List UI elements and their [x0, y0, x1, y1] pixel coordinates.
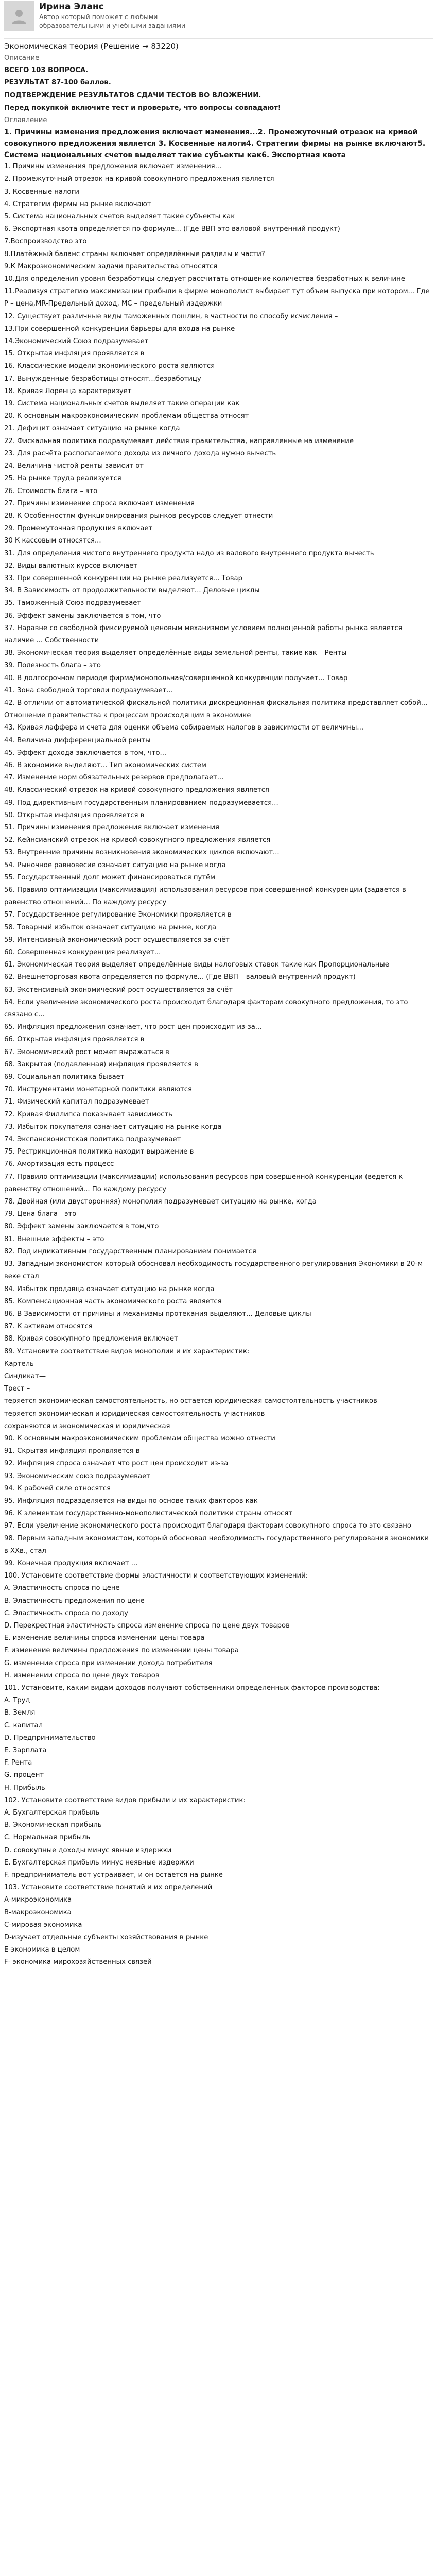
- list-item: E. изменение величины спроса изменении цены товара: [4, 1634, 205, 1642]
- list-item: Трест –: [4, 1385, 30, 1393]
- list-item: 64. Если увеличение экономического роста происходит благодаря факторам совокупного предложения, то это связано с...: [4, 998, 408, 1019]
- list-item: 34. В Зависимость от продолжительности выделяют... Деловые циклы: [4, 587, 260, 595]
- list-item: 51. Причины изменения предложения включает изменения: [4, 823, 219, 832]
- list-item: 40. В долгосрочном периоде фирма/монопольная/совершенной конкуренции получает... Товар: [4, 674, 348, 682]
- list-item: 49. Под директивным государственным планированием подразумевается...: [4, 799, 278, 807]
- list-item: 89. Установите соответствие видов монополии и их характеристик:: [4, 1347, 250, 1355]
- list-item: В-макроэкономика: [4, 1908, 72, 1917]
- list-item: E. Зарплата: [4, 1747, 47, 1755]
- list-item: C. Нормальная прибыль: [4, 1834, 91, 1842]
- list-item: 17. Вынужденные безработицы относят...безработицу: [4, 375, 201, 383]
- user-icon: [10, 7, 28, 25]
- list-item: A. Труд: [4, 1697, 30, 1705]
- total-questions: ВСЕГО 103 ВОПРОСА.: [4, 66, 89, 75]
- list-item: 94. К рабочей силе относятся: [4, 1484, 111, 1493]
- list-item: 19. Система национальных счетов выделяет такие операции как: [4, 400, 240, 408]
- list-item: 75. Рестрикционная политика находит выражение в: [4, 1148, 194, 1156]
- list-item: 10.Для определения уровня безработицы следует рассчитать отношение количества безработных к величине: [4, 275, 405, 283]
- list-item: 39. Полезность блага – это: [4, 662, 101, 670]
- list-item: H. Прибыль: [4, 1784, 45, 1792]
- list-item: 90. К основным макроэкономическим проблемам общества можно отнести: [4, 1434, 275, 1443]
- list-item: Картель—: [4, 1360, 41, 1368]
- list-item: B. Земля: [4, 1709, 36, 1717]
- list-item: 103. Установите соответствие понятий и их определений: [4, 1884, 213, 1892]
- list-item: 59. Интенсивный экономический рост осуществляется за счёт: [4, 936, 230, 944]
- list-item: 101. Установите, каким видам доходов получают собственники определенных факторов производства:: [4, 1684, 380, 1692]
- result-score: РЕЗУЛЬТАТ 87-100 баллов.: [4, 79, 111, 87]
- list-item: 79. Цена блага—это: [4, 1210, 77, 1218]
- list-item: С-мировая экономика: [4, 1921, 82, 1929]
- list-item: 62. Внешнеторговая квота определяется по формуле... (Где ВВП – валовый внутренний продукт): [4, 973, 356, 981]
- list-item: D. Предпринимательство: [4, 1734, 96, 1742]
- list-item: 6. Экспортная квота определяется по формуле... (Где ВВП это валовой внутренний продукт): [4, 225, 340, 233]
- list-item: 96. К элементам государственно-монополистической политики страны относят: [4, 1510, 293, 1518]
- list-item: 56. Правило оптимизации (максимизация) использования ресурсов при совершенной конкуренции (задается в равенство отношений... По каждому ресурсу: [4, 886, 406, 907]
- list-item: 4. Стратегии фирмы на рынке включают: [4, 200, 151, 208]
- list-item: 45. Эффект дохода заключается в том, что...: [4, 749, 167, 757]
- list-item: 11.Реализуя стратегию максимизации прибыли в фирме монополист выбирает тут объем выпуска при котором... Где P – цена,MR-Предельный доход, MC – предельный издержки: [4, 287, 430, 308]
- list-item: D. совокупные доходы минус явные издержки: [4, 1846, 172, 1854]
- list-item: 80. Эффект замены заключается в том,что: [4, 1223, 159, 1231]
- list-item: 22. Фискальная политика подразумевает действия правительства, направленные на изменение: [4, 437, 354, 445]
- question-list: [4, 161, 433, 1969]
- list-item: А. Эластичность спроса по цене: [4, 1584, 120, 1592]
- list-item: 33. При совершенной конкуренции на рынке реализуется... Товар: [4, 574, 242, 582]
- list-item: F. изменение величины предложения по изменении цены товара: [4, 1647, 239, 1655]
- list-item: 26. Стоимость блага – это: [4, 487, 98, 495]
- list-item: B. Экономическая прибыль: [4, 1821, 102, 1829]
- list-item: 15. Открытая инфляция проявляется в: [4, 350, 145, 358]
- confirmation-note: ПОДТВЕРЖДЕНИЕ РЕЗУЛЬТАТОВ СДАЧИ ТЕСТОВ ВО ВЛОЖЕНИИ.: [4, 91, 261, 99]
- list-item: D-изучает отдельные субъекты хозяйствования в рынке: [4, 1934, 208, 1942]
- description-label: Описание: [4, 54, 40, 62]
- contents-label: Оглавление: [4, 116, 47, 125]
- list-item: 54. Рыночное равновесие означает ситуацию на рынке когда: [4, 861, 226, 869]
- list-item: 38. Экономическая теория выделяет определённые виды земельной ренты, такие как – Ренты: [4, 649, 347, 657]
- list-item: 95. Инфляция подразделяется на виды по основе таких факторов как: [4, 1497, 258, 1505]
- list-item: 32. Виды валютных курсов включает: [4, 562, 137, 570]
- author-header: [4, 1, 433, 36]
- list-item: 61. Экономическая теория выделяет определённые виды налоговых ставок такие как Пропорциональные: [4, 961, 389, 969]
- list-item: G. процент: [4, 1771, 44, 1780]
- list-item: А-микроэкономика: [4, 1896, 72, 1904]
- list-item: 99. Конечная продукция включает ...: [4, 1559, 138, 1567]
- list-item: F. предприниматель вот устраивает, и он остается на рынке: [4, 1871, 223, 1879]
- list-item: 97. Если увеличение экономического роста происходит благодаря факторам совокупного спроса то это связано: [4, 1522, 411, 1530]
- list-item: D. Перекрестная эластичность спроса изменение спроса по цене двух товаров: [4, 1621, 290, 1630]
- list-item: 87. К активам относятся: [4, 1323, 93, 1331]
- list-item: 100. Установите соответствие формы эластичности и соответствующих изменений:: [4, 1572, 308, 1580]
- list-item: 29. Промежуточная продукция включает: [4, 524, 153, 533]
- list-item: 65. Инфляция предложения означает, что рост цен происходит из-за...: [4, 1023, 262, 1031]
- list-item: 85. Компенсационная часть экономического роста является: [4, 1297, 222, 1306]
- list-item: 50. Открытая инфляция проявляется в: [4, 811, 145, 819]
- list-item: Синдикат—: [4, 1372, 46, 1380]
- list-item: 16. Классические модели экономического роста являются: [4, 362, 215, 370]
- avatar[interactable]: [4, 1, 34, 31]
- list-item: 12. Существует различные виды таможенных пошлин, в частности по способу исчисления –: [4, 312, 338, 320]
- list-item: 98. Первым западным экономистом, который обосновал необходимость государственного регулирования экономики в XXв., стал: [4, 1534, 429, 1555]
- list-item: 77. Правило оптимизации (максимизации) использования ресурсов при совершенной конкуренции (ведется к равенству отношений... По каждому ресурсу: [4, 1173, 403, 1193]
- list-item: 67. Экономический рост может выражаться в: [4, 1048, 169, 1056]
- list-item: 92. Инфляция спроса означает что рост цен происходит из-за: [4, 1460, 229, 1468]
- list-item: E. Бухгалтерская прибыль минус неявные издержки: [4, 1858, 194, 1867]
- list-item: 18. Кривая Лоренца характеризует: [4, 387, 132, 395]
- list-item: 78. Двойная (или двусторонняя) монополия подразумевает ситуацию на рынке, когда: [4, 1198, 317, 1206]
- list-item: 76. Амортизация есть процесс: [4, 1160, 114, 1168]
- author-name[interactable]: Ирина Эланс: [39, 2, 104, 12]
- list-item: 21. Дефицит означает ситуацию на рынке когда: [4, 425, 180, 433]
- list-item: 1. Причины изменения предложения включает изменения...: [4, 163, 222, 171]
- list-item: E-экономика в целом: [4, 1946, 80, 1954]
- list-item: 42. В отличии от автоматической фискальной политики дискреционная фискальная политика представляет собой... Отношение правительства к процессам происходящим в экономике: [4, 699, 428, 720]
- contents-heading: 1. Причины изменения предложения включает изменения...2. Промежуточный отрезок на кривой совокупного предложения является 3. Косвенные налоги4. Стратегии фирмы на рынке включают5. Система национальных счетов выделяет такие субъекты как6. Экспортная квота: [4, 128, 426, 160]
- list-item: 86. В Зависимости от причины и механизмы протекания выделяют... Деловые циклы: [4, 1310, 311, 1318]
- list-item: 102. Установите соответствие видов прибыли и их характеристик:: [4, 1796, 246, 1804]
- list-item: 72. Кривая Филлипса показывает зависимость: [4, 1110, 172, 1118]
- author-bio: Автор который поможет с любыми образовательными и учебными заданиями: [39, 13, 185, 29]
- list-item: 84. Избыток продавца означает ситуацию на рынке когда: [4, 1285, 215, 1293]
- list-item: 36. Эффект замены заключается в том, что: [4, 612, 161, 620]
- author-info: [39, 1, 209, 30]
- list-item: 68. Закрытая (подавленная) инфляция проявляется в: [4, 1060, 198, 1069]
- page-title: Экономическая теория (Решение → 83220): [4, 42, 179, 51]
- list-item: 35. Таможенный Союз подразумевает: [4, 599, 142, 607]
- list-item: C. капитал: [4, 1721, 43, 1730]
- list-item: 44. Величина дифференциальной ренты: [4, 736, 151, 744]
- list-item: теряется экономическая самостоятельность, но остается юридическая самостоятельность участников: [4, 1397, 377, 1405]
- list-item: 71. Физический капитал подразумевает: [4, 1098, 149, 1106]
- list-item: 63. Экстенсивный экономический рост осуществляется за счёт: [4, 986, 233, 994]
- list-item: F- экономика мирохозяйственных связей: [4, 1958, 152, 1967]
- list-item: 69. Социальная политика бывает: [4, 1073, 125, 1081]
- list-item: 70. Инструментами монетарной политики являются: [4, 1086, 192, 1094]
- list-item: 88. Кривая совокупного предложения включает: [4, 1335, 178, 1343]
- list-item: F. Рента: [4, 1759, 32, 1767]
- list-item: 93. Экономическим союз подразумевает: [4, 1472, 150, 1480]
- list-item: A. Бухгалтерская прибыль: [4, 1809, 100, 1817]
- list-item: 5. Система национальных счетов выделяет такие субъекты как: [4, 213, 235, 221]
- instruction-note: Перед покупкой включите тест и проверьте, что вопросы совпадают!: [4, 104, 281, 112]
- list-item: G. изменение спроса при изменении дохода потребителя: [4, 1659, 213, 1667]
- list-item: 25. На рынке труда реализуется: [4, 474, 121, 483]
- list-item: 7.Воспроизводство это: [4, 238, 87, 246]
- list-item: 24. Величина чистой ренты зависит от: [4, 462, 144, 470]
- list-item: 57. Государственное регулирование Экономики проявляется в: [4, 911, 232, 919]
- list-item: 28. К Особенностям функционирования рынков ресурсов следует отнести: [4, 512, 273, 520]
- list-item: 53. Внутренние причины возникновения экономических циклов включают...: [4, 849, 280, 857]
- list-item: C. Эластичность спроса по доходу: [4, 1609, 128, 1617]
- list-item: 81. Внешние эффекты – это: [4, 1235, 104, 1243]
- list-item: 8.Платёжный баланс страны включает определённые разделы и части?: [4, 250, 265, 258]
- list-item: 60. Совершенная конкуренция реализует...: [4, 948, 161, 957]
- list-item: 74. Экспансионистская политика подразумевает: [4, 1136, 181, 1144]
- list-item: B. Эластичность предложения по цене: [4, 1597, 145, 1605]
- list-item: 14.Экономический Союз подразумевает: [4, 337, 149, 346]
- list-item: 48. Классический отрезок на кривой совокупного предложения является: [4, 786, 269, 794]
- list-item: 30 К кассовым относятся...: [4, 537, 101, 545]
- list-item: 47. Изменение норм обязательных резервов предполагает...: [4, 774, 224, 782]
- list-item: 73. Избыток покупателя означает ситуацию на рынке когда: [4, 1123, 222, 1131]
- divider: [4, 38, 433, 39]
- list-item: H. изменении спроса по цене двух товаров: [4, 1671, 160, 1680]
- list-item: 52. Кейнсианский отрезок на кривой совокупного предложения является: [4, 836, 271, 844]
- list-item: 37. Наравне со свободной фиксируемой ценовым механизмом условием полноценной работы рынка является наличие ... Собственности: [4, 624, 403, 645]
- list-item: 66. Открытая инфляция проявляется в: [4, 1036, 145, 1044]
- list-item: 3. Косвенные налоги: [4, 188, 80, 196]
- list-item: 58. Товарный избыток означает ситуацию на рынке, когда: [4, 923, 217, 931]
- list-item: 41. Зона свободной торговли подразумевает...: [4, 686, 173, 694]
- list-item: сохраняются и экономическая и юридическая: [4, 1422, 170, 1430]
- list-item: 9.К Макроэкономическим задачи правительства относятся: [4, 262, 218, 270]
- list-item: 13.При совершенной конкуренции барьеры для входа на рынке: [4, 325, 235, 333]
- list-item: 83. Западным экономистом который обосновал необходимость государственного регулирования Экономики в 20-м веке стал: [4, 1260, 423, 1281]
- list-item: 43. Кривая лаффера и счета для оценки объема собираемых налогов в зависимости от величины...: [4, 724, 364, 732]
- list-item: 2. Промежуточный отрезок на кривой совокупного предложения является: [4, 175, 274, 183]
- list-item: 23. Для расчёта располагаемого дохода из личного дохода нужно вычесть: [4, 449, 276, 457]
- list-item: 20. К основным макроэкономическим проблемам общества относят: [4, 412, 249, 420]
- list-item: 55. Государственный долг может финансироваться путём: [4, 873, 216, 882]
- list-item: теряется экономическая и юридическая самостоятельность участников: [4, 1410, 265, 1418]
- list-item: 31. Для определения чистого внутреннего продукта надо из валового внутреннего продукта вычесть: [4, 549, 374, 557]
- list-item: 91. Скрытая инфляция проявляется в: [4, 1447, 140, 1455]
- list-item: 46. В экономике выделяют... Тип экономических систем: [4, 761, 206, 769]
- list-item: 27. Причины изменение спроса включает изменения: [4, 499, 195, 507]
- list-item: 82. Под индикативным государственным планированием понимается: [4, 1247, 256, 1256]
